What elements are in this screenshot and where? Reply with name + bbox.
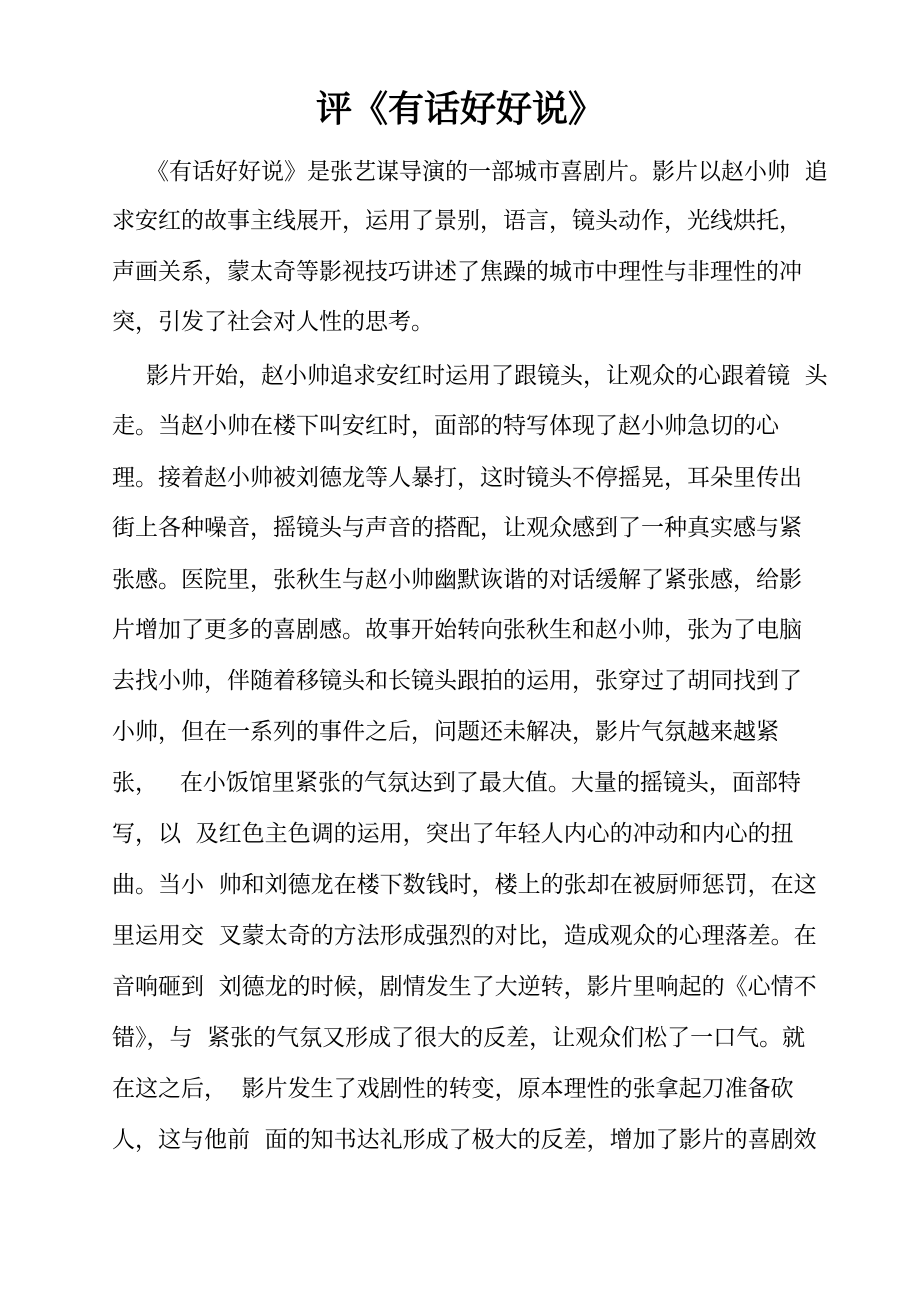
text-line: 张感。医院里，张秋生与赵小帅幽默诙谐的对话缓解了紧张感，给影 (112, 567, 802, 593)
text-line: 里运用交 叉蒙太奇的方法形成强烈的对比，造成观众的心理落差。在 (112, 923, 817, 949)
text-line: 人，这与他前 面的知书达礼形成了极大的反差，增加了影片的喜剧效 (112, 1127, 817, 1153)
text-line: 声画关系，蒙太奇等影视技巧讲述了焦躁的城市中理性与非理性的冲 (112, 259, 802, 285)
text-line: 《有话好好说》是张艺谋导演的一部城市喜剧片。影片以赵小帅 追 (146, 159, 828, 185)
text-line: 片增加了更多的喜剧感。故事开始转向张秋生和赵小帅，张为了电脑 (112, 617, 802, 643)
text-line: 理。接着赵小帅被刘德龙等人暴打，这时镜头不停摇晃，耳朵里传出 (112, 465, 802, 491)
text-line: 去找小帅，伴随着移镜头和长镜头跟拍的运用，张穿过了胡同找到了 (112, 668, 802, 694)
document-title: 评《有话好好说》 (315, 88, 604, 130)
text-line: 曲。当小 帅和刘德龙在楼下数钱时，楼上的张却在被厨师惩罚，在这 (112, 872, 817, 898)
text-line: 街上各种噪音，摇镜头与声音的搭配，让观众感到了一种真实感与紧 (112, 515, 802, 541)
text-line: 张， 在小饭馆里紧张的气氛达到了最大值。大量的摇镜头，面部特 (112, 770, 801, 796)
text-line: 走。当赵小帅在楼下叫安红时，面部的特写体现了赵小帅急切的心 (112, 413, 779, 439)
text-line: 写，以 及红色主色调的运用，突出了年轻人内心的冲动和内心的扭 (112, 821, 794, 847)
text-line: 错》，与 紧张的气氛又形成了很大的反差，让观众们松了一口气。就 (112, 1025, 806, 1051)
text-line: 在这之后， 影片发生了戏剧性的转变，原本理性的张拿起刀准备砍 (112, 1076, 794, 1102)
text-line: 求安红的故事主线展开，运用了景别，语言，镜头动作，光线烘托， (112, 208, 802, 234)
text-line: 小帅，但在一系列的事件之后，问题还未解决，影片气氛越来越紧 (112, 719, 779, 745)
text-line: 影片开始，赵小帅追求安红时运用了跟镜头，让观众的心跟着镜 头 (146, 363, 828, 389)
text-line: 音响砸到 刘德龙的时候，剧情发生了大逆转，影片里响起的《心情不 (112, 974, 817, 1000)
text-line: 突，引发了社会对人性的思考。 (112, 309, 434, 335)
